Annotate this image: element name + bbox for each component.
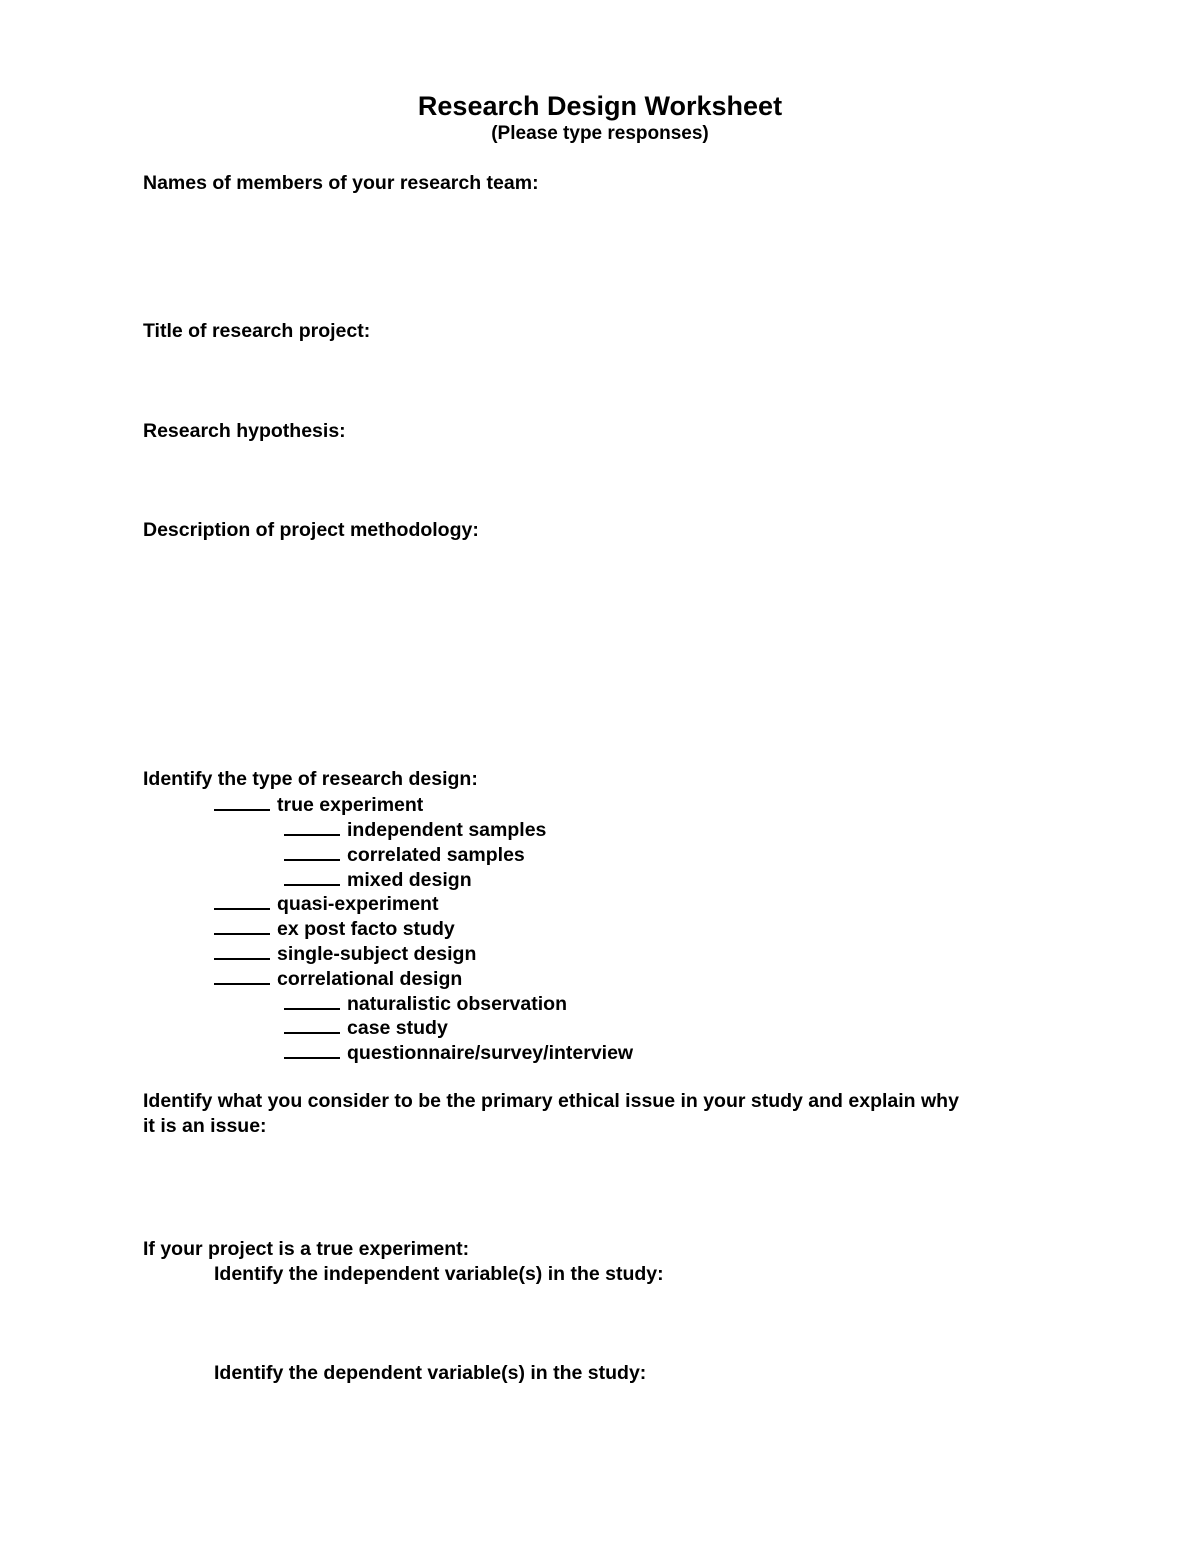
ethical-issue-prompt-line2: it is an issue:	[143, 1115, 267, 1137]
answer-blank[interactable]	[284, 866, 340, 886]
option-label: independent samples	[347, 819, 547, 841]
option-label: correlational design	[277, 968, 463, 990]
page-title: Research Design Worksheet	[417, 91, 783, 121]
design-option-naturalistic-observation	[284, 990, 567, 1017]
option-label: true experiment	[277, 794, 424, 816]
option-label: correlated samples	[347, 844, 525, 866]
design-option-correlated-samples	[284, 841, 525, 868]
option-label: naturalistic observation	[347, 993, 567, 1015]
option-label: quasi-experiment	[277, 893, 439, 915]
design-option-questionnaire	[284, 1039, 633, 1066]
option-label: questionnaire/survey/interview	[347, 1042, 634, 1064]
design-option-independent-samples	[284, 816, 546, 843]
answer-blank[interactable]	[214, 890, 270, 910]
option-label: mixed design	[347, 869, 472, 891]
project-title-prompt: Title of research project:	[143, 320, 371, 342]
ethical-issue-prompt-line1: Identify what you consider to be the primary ethical issue in your study and explain why	[143, 1090, 959, 1112]
design-option-quasi-experiment	[214, 890, 438, 917]
design-option-ex-post-facto	[214, 915, 455, 942]
hypothesis-prompt: Research hypothesis:	[143, 420, 346, 442]
dependent-vars-prompt: Identify the dependent variable(s) in the study:	[214, 1362, 647, 1384]
answer-blank[interactable]	[284, 816, 340, 836]
design-option-correlational	[214, 965, 462, 992]
answer-blank[interactable]	[284, 990, 340, 1010]
answer-blank[interactable]	[284, 1014, 340, 1034]
design-option-mixed-design	[284, 866, 472, 893]
independent-vars-prompt: Identify the independent variable(s) in the study:	[214, 1263, 664, 1285]
design-type-prompt: Identify the type of research design:	[143, 768, 478, 790]
answer-blank[interactable]	[284, 841, 340, 861]
design-option-true-experiment	[214, 791, 423, 818]
option-label: case study	[347, 1017, 448, 1039]
design-option-case-study	[284, 1014, 448, 1041]
page-subtitle: (Please type responses)	[491, 123, 709, 144]
methodology-prompt: Description of project methodology:	[143, 519, 479, 541]
team-members-prompt: Names of members of your research team:	[143, 172, 539, 194]
answer-blank[interactable]	[214, 791, 270, 811]
answer-blank[interactable]	[214, 915, 270, 935]
answer-blank[interactable]	[214, 965, 270, 985]
design-option-single-subject	[214, 940, 476, 967]
answer-blank[interactable]	[214, 940, 270, 960]
answer-blank[interactable]	[284, 1039, 340, 1059]
true-experiment-prompt: If your project is a true experiment:	[143, 1238, 470, 1260]
option-label: single-subject design	[277, 943, 477, 965]
option-label: ex post facto study	[277, 918, 455, 940]
